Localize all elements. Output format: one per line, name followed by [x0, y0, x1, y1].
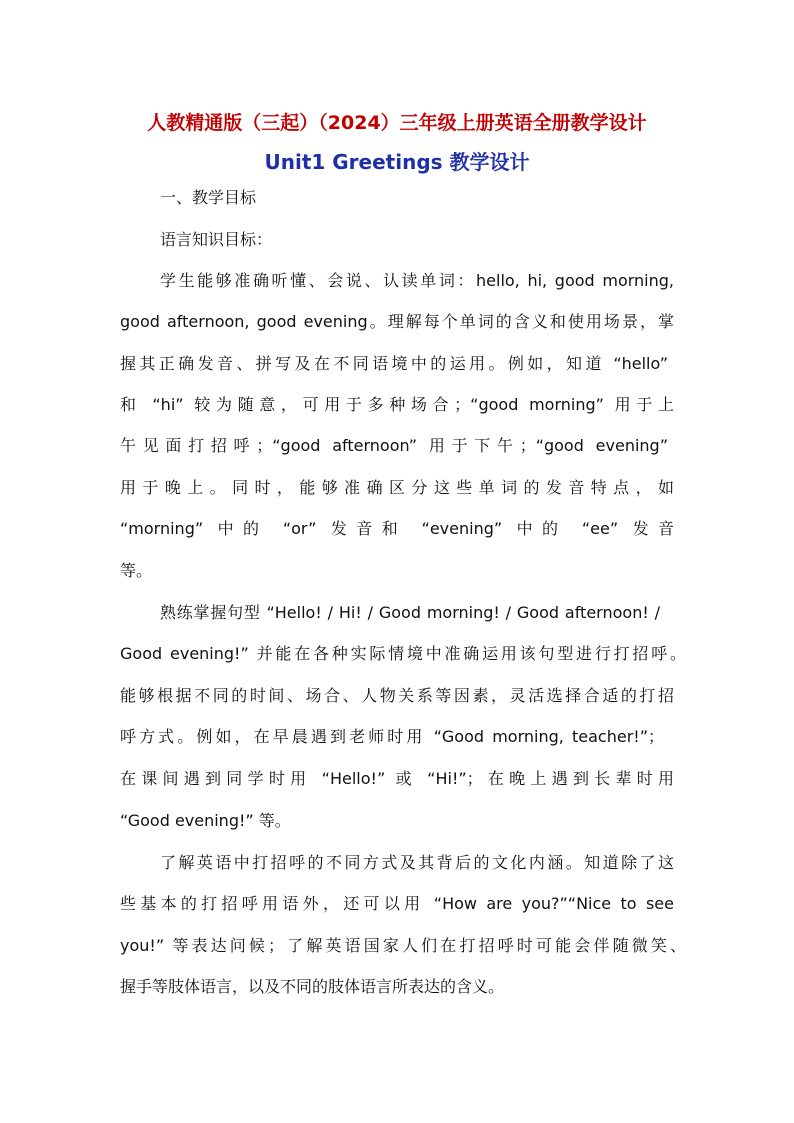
paragraph-line: “morning” 中的 “or” 发音和 “evening” 中的 “ee” 发音: [120, 519, 674, 538]
paragraph-line: 握手等肢体语言，以及不同的肢体语言所表达的含义。: [120, 977, 505, 996]
paragraph-line: 能够根据不同的时间、场合、人物关系等因素，灵活选择合适的打招: [120, 686, 674, 705]
section-heading: 一、教学目标: [160, 188, 257, 207]
paragraph-line: 握其正确发音、拼写及在不同语境中的运用。例如，知道 “hello”: [120, 354, 668, 373]
paragraph-line: 了解英语中打招呼的不同方式及其背后的文化内涵。知道除了这: [160, 853, 674, 872]
paragraph-line: 用于晚上。同时，能够准确区分这些单词的发音特点，如: [120, 478, 674, 497]
paragraph-line: “Good evening!” 等。: [120, 811, 291, 830]
paragraph-line: 等。: [120, 561, 153, 580]
paragraph-line: 和 “hi” 较为随意，可用于多种场合；“good morning” 用于上: [120, 395, 674, 414]
paragraph-line: you!” 等表达问候；了解英语国家人们在打招呼时可能会伴随微笑、: [120, 936, 686, 955]
document-subtitle: Unit1 Greetings 教学设计: [264, 150, 530, 174]
paragraph-line: 午见面打招呼；“good afternoon” 用于下午；“good evening”: [120, 436, 668, 455]
paragraph-line: 学生能够准确听懂、会说、认读单词：hello, hi, good morning,: [160, 271, 674, 290]
paragraph-line: 熟练掌握句型 “Hello! / Hi! / Good morning! / Good afternoon! /: [160, 603, 660, 622]
subsection-heading: 语言知识目标：: [160, 230, 273, 249]
paragraph-line: good afternoon, good evening。理解每个单词的含义和使用场景，掌: [120, 312, 674, 331]
paragraph-line: 呼方式。例如，在早晨遇到老师时用 “Good morning, teacher!”；: [120, 727, 664, 746]
paragraph-line: 些基本的打招呼用语外，还可以用 “How are you?”“Nice to see: [120, 894, 674, 913]
document-title: 人教精通版（三起）（2024）三年级上册英语全册教学设计: [147, 112, 647, 134]
paragraph-line: 在课间遇到同学时用 “Hello!” 或 “Hi!”；在晚上遇到长辈时用: [120, 769, 674, 788]
paragraph-line: Good evening!” 并能在各种实际情境中准确运用该句型进行打招呼。: [120, 644, 686, 663]
